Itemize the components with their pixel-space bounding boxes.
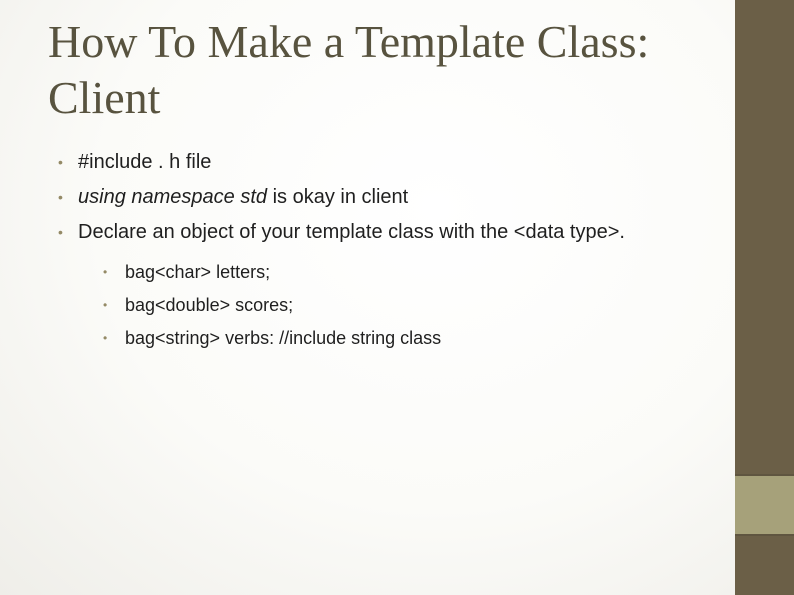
bullet-item — [58, 180, 728, 215]
sidebar-band-accent — [735, 474, 794, 536]
sub-bullet-item — [78, 289, 728, 322]
bullet-text-italic: using namespace std — [78, 186, 268, 208]
bullet-text: Declare an object of your template class with the <data type>. — [78, 221, 625, 243]
bullet-dot-icon: • — [58, 154, 63, 170]
sub-bullet-item — [78, 256, 728, 289]
slide-title: How To Make a Template Class: Client — [48, 16, 650, 123]
bullet-dot-icon: • — [58, 189, 63, 205]
bullet-text: is okay in client — [267, 186, 409, 208]
bullet-item — [58, 145, 728, 180]
sub-bullet-text: bag<double> scores; — [125, 295, 294, 315]
sub-bullet-dot-icon: • — [103, 331, 108, 345]
decorative-sidebar — [735, 0, 794, 595]
sub-bullet-text: bag<string> verbs: //include string class — [125, 328, 442, 348]
sub-bullet-dot-icon: • — [103, 298, 108, 312]
sub-bullet-list — [78, 256, 728, 355]
bullet-dot-icon: • — [58, 224, 63, 240]
sub-bullet-dot-icon: • — [103, 265, 108, 279]
bullet-list — [58, 145, 728, 355]
sub-bullet-text: bag<char> letters; — [125, 262, 271, 282]
sidebar-band-bottom — [735, 536, 794, 595]
bullet-item — [58, 215, 728, 355]
sub-bullet-item — [78, 322, 728, 355]
sidebar-band-top — [735, 0, 794, 474]
bullet-text: #include . h file — [78, 151, 212, 173]
